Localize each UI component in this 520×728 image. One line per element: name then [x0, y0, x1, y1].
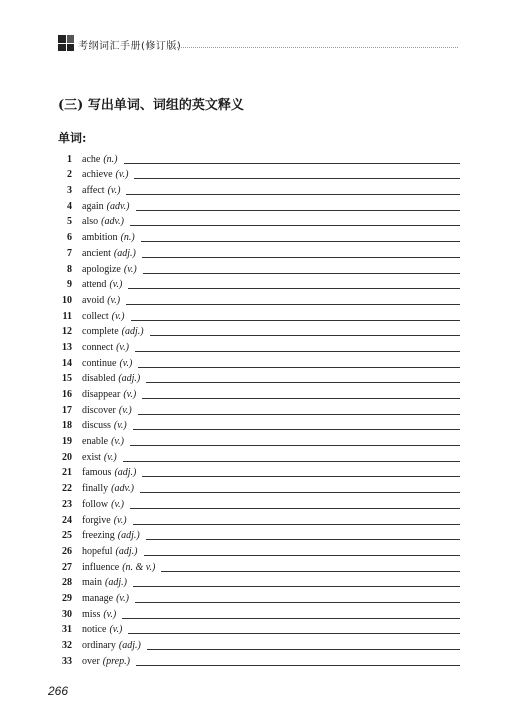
- item-number: 27: [62, 561, 72, 573]
- item-part-of-speech: (v.): [119, 357, 133, 369]
- item-word: disappear: [82, 389, 121, 400]
- list-item: [58, 432, 460, 448]
- item-part-of-speech: (v.): [107, 185, 121, 197]
- item-part-of-speech: (adj.): [118, 640, 141, 651]
- item-word: exist: [82, 451, 101, 463]
- item-word: disabled: [82, 373, 116, 385]
- answer-line[interactable]: [134, 177, 460, 179]
- answer-line[interactable]: [146, 538, 460, 540]
- item-number: 12: [62, 326, 72, 338]
- item-word: collect: [82, 310, 109, 322]
- list-item: [58, 417, 460, 433]
- item-number: 16: [62, 389, 72, 400]
- item-number: 10: [62, 294, 72, 306]
- item-part-of-speech: (adj.): [115, 545, 138, 557]
- list-item: [58, 558, 460, 574]
- item-number: 22: [62, 483, 72, 495]
- item-part-of-speech: (v.): [111, 498, 124, 510]
- answer-line[interactable]: [128, 287, 460, 289]
- list-item: [58, 276, 460, 292]
- item-word: connect: [82, 341, 114, 353]
- item-word: apologize: [82, 263, 121, 275]
- answer-line[interactable]: [133, 428, 460, 430]
- item-part-of-speech: (adv.): [111, 483, 134, 495]
- item-number: 15: [62, 373, 72, 385]
- item-word: discuss: [82, 420, 111, 432]
- list-item: [58, 511, 460, 527]
- item-word: over: [82, 655, 100, 667]
- answer-line[interactable]: [142, 256, 460, 258]
- list-item: [58, 228, 460, 244]
- list-item: [58, 213, 460, 229]
- book-logo-icon: [58, 35, 74, 51]
- item-part-of-speech: (prep.): [102, 655, 130, 667]
- answer-line[interactable]: [138, 366, 460, 368]
- item-number: 4: [67, 200, 72, 212]
- item-part-of-speech: (v.): [115, 169, 129, 181]
- answer-line[interactable]: [123, 460, 460, 462]
- item-part-of-speech: (adj.): [114, 467, 137, 479]
- list-item: [58, 197, 460, 213]
- item-number: 6: [67, 232, 72, 244]
- item-part-of-speech: (adj.): [121, 326, 144, 338]
- list-item: [58, 464, 460, 480]
- answer-line[interactable]: [135, 601, 460, 603]
- list-item: [58, 636, 460, 652]
- list-item: [58, 338, 460, 354]
- item-word: ordinary: [82, 640, 116, 651]
- answer-line[interactable]: [136, 209, 460, 211]
- item-word: ache: [82, 153, 101, 165]
- answer-line[interactable]: [130, 224, 460, 226]
- item-number: 8: [67, 263, 72, 275]
- item-word: famous: [82, 467, 112, 479]
- item-part-of-speech: (v.): [107, 294, 121, 306]
- item-part-of-speech: (v.): [103, 451, 117, 463]
- list-item: [58, 260, 460, 276]
- item-number: 28: [62, 577, 72, 589]
- list-item: [58, 291, 460, 307]
- item-word: notice: [82, 624, 107, 636]
- item-part-of-speech: (v.): [111, 310, 125, 322]
- item-word: ancient: [82, 247, 111, 259]
- answer-line[interactable]: [124, 162, 461, 164]
- item-word: avoid: [82, 294, 105, 306]
- answer-line[interactable]: [122, 617, 460, 619]
- subheading-words: 单词:: [58, 131, 87, 145]
- list-item: [58, 542, 460, 558]
- answer-line[interactable]: [136, 664, 460, 666]
- answer-line[interactable]: [138, 413, 460, 415]
- item-word: hopeful: [82, 545, 113, 557]
- item-word: influence: [82, 561, 120, 573]
- item-word: manage: [82, 592, 114, 604]
- answer-line[interactable]: [131, 319, 460, 321]
- item-number: 30: [62, 608, 72, 620]
- list-item: [58, 495, 460, 511]
- item-part-of-speech: (adj.): [118, 373, 141, 385]
- item-word: freezing: [82, 530, 115, 542]
- item-number: 13: [62, 341, 72, 353]
- item-part-of-speech: (v.): [109, 624, 123, 636]
- item-number: 33: [62, 655, 72, 667]
- list-item: [58, 605, 460, 621]
- item-number: 1: [67, 153, 72, 165]
- item-part-of-speech: (v.): [118, 404, 132, 416]
- item-part-of-speech: (adv.): [106, 200, 130, 212]
- item-part-of-speech: (v.): [103, 608, 117, 620]
- item-part-of-speech: (v.): [123, 263, 137, 275]
- item-number: 9: [67, 279, 72, 291]
- answer-line[interactable]: [143, 272, 460, 274]
- answer-line[interactable]: [144, 554, 461, 556]
- item-word: discover: [82, 404, 116, 416]
- list-item: [58, 527, 460, 543]
- list-item: [58, 652, 460, 668]
- section-title: (三) 写出单词、词组的英文释义: [58, 98, 244, 113]
- list-item: [58, 354, 460, 370]
- item-number: 29: [62, 592, 72, 604]
- item-word: also: [82, 216, 99, 228]
- item-part-of-speech: (n. & v.): [122, 561, 156, 573]
- item-word: follow: [82, 498, 109, 510]
- item-number: 20: [62, 451, 72, 463]
- item-part-of-speech: (n.): [103, 153, 118, 165]
- item-number: 19: [62, 436, 72, 448]
- item-word: continue: [82, 357, 117, 369]
- word-list: [58, 150, 460, 668]
- list-item: [58, 401, 460, 417]
- list-item: [58, 479, 460, 495]
- item-part-of-speech: (adv.): [101, 216, 124, 228]
- list-item: [58, 150, 460, 166]
- answer-line[interactable]: [128, 632, 460, 634]
- item-word: attend: [82, 279, 107, 291]
- item-part-of-speech: (v.): [111, 436, 124, 448]
- item-number: 31: [62, 624, 72, 636]
- answer-line[interactable]: [130, 507, 460, 509]
- list-item: [58, 621, 460, 637]
- item-word: complete: [82, 326, 119, 338]
- answer-line[interactable]: [146, 381, 460, 383]
- item-number: 24: [62, 514, 72, 526]
- item-part-of-speech: (v.): [109, 279, 123, 291]
- list-item: [58, 166, 460, 182]
- item-number: 7: [67, 247, 72, 259]
- item-part-of-speech: (v.): [116, 341, 129, 353]
- item-number: 18: [62, 420, 72, 432]
- item-number: 5: [67, 216, 72, 228]
- item-number: 25: [62, 530, 72, 542]
- list-item: [58, 323, 460, 339]
- item-word: achieve: [82, 169, 113, 181]
- item-number: 3: [67, 185, 72, 197]
- item-part-of-speech: (v.): [113, 420, 127, 432]
- answer-line[interactable]: [126, 303, 460, 305]
- answer-line[interactable]: [130, 444, 460, 446]
- answer-line[interactable]: [126, 193, 460, 195]
- list-item: [58, 385, 460, 401]
- list-item: [58, 370, 460, 386]
- list-item: [58, 244, 460, 260]
- item-number: 23: [62, 498, 72, 510]
- item-part-of-speech: (adj.): [105, 577, 127, 589]
- item-part-of-speech: (v.): [123, 389, 137, 400]
- item-number: 2: [67, 169, 72, 181]
- answer-line[interactable]: [133, 523, 460, 525]
- item-word: finally: [82, 483, 109, 495]
- item-number: 17: [62, 404, 72, 416]
- answer-line[interactable]: [150, 334, 460, 336]
- item-number: 21: [62, 467, 72, 479]
- item-number: 26: [62, 545, 72, 557]
- answer-line[interactable]: [142, 475, 460, 477]
- answer-line[interactable]: [135, 350, 460, 352]
- answer-line[interactable]: [161, 570, 460, 572]
- page-header: [58, 33, 458, 53]
- item-number: 11: [62, 310, 72, 322]
- item-part-of-speech: (v.): [116, 592, 129, 604]
- item-word: ambition: [82, 232, 118, 244]
- answer-line[interactable]: [140, 491, 460, 493]
- item-part-of-speech: (v.): [113, 514, 127, 526]
- list-item: [58, 307, 460, 323]
- list-item: [58, 448, 460, 464]
- item-word: enable: [82, 436, 109, 448]
- item-part-of-speech: (adj.): [117, 530, 140, 542]
- list-item: [58, 589, 460, 605]
- page-number: 266: [48, 684, 69, 698]
- list-item: [58, 574, 460, 590]
- answer-line[interactable]: [141, 240, 460, 242]
- item-word: affect: [82, 185, 105, 197]
- header-dotted-rule: [170, 47, 458, 48]
- item-number: 32: [62, 640, 72, 651]
- list-item: [58, 181, 460, 197]
- item-word: again: [82, 200, 104, 212]
- item-word: main: [82, 577, 102, 589]
- header-title: 考纲词汇手册(修订版): [78, 41, 182, 52]
- item-number: 14: [62, 357, 72, 369]
- item-word: miss: [82, 608, 101, 620]
- answer-line[interactable]: [147, 648, 460, 650]
- answer-line[interactable]: [133, 585, 460, 587]
- item-part-of-speech: (adj.): [113, 247, 136, 259]
- item-word: forgive: [82, 514, 111, 526]
- answer-line[interactable]: [142, 397, 460, 399]
- item-part-of-speech: (n.): [120, 232, 135, 244]
